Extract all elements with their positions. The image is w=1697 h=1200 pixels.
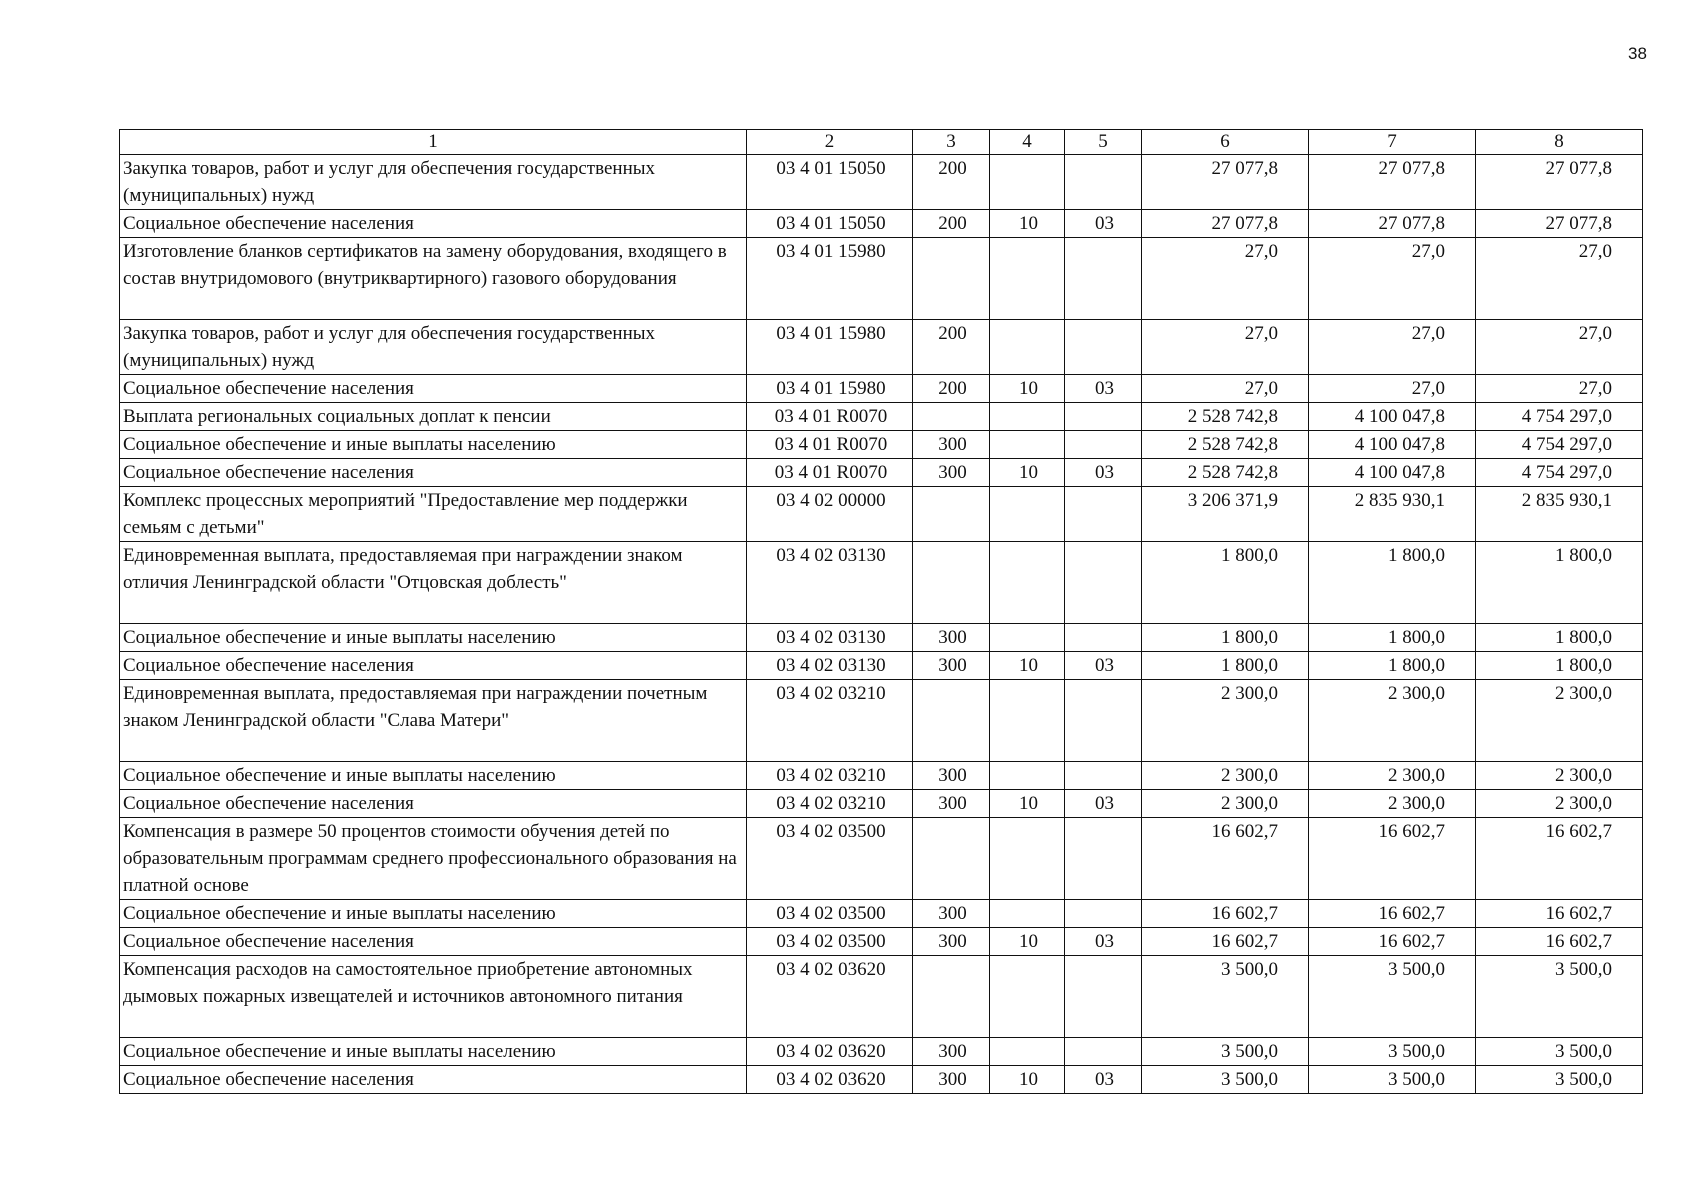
row-amount-col7-cell: 27,0 — [1309, 375, 1476, 403]
table-row — [120, 1066, 1643, 1094]
row-name-cell: Социальное обеспечение и иные выплаты населению — [120, 624, 747, 652]
table-row — [120, 542, 1643, 624]
budget-table — [119, 129, 1643, 1094]
row-amount-col6-cell: 3 206 371,9 — [1142, 487, 1309, 542]
row-amount-col6-cell: 16 602,7 — [1142, 818, 1309, 900]
row-name-cell: Закупка товаров, работ и услуг для обеспечения государственных (муниципальных) нужд — [120, 155, 747, 210]
row-subsection-cell — [1065, 680, 1142, 762]
row-code-cell: 03 4 02 03210 — [747, 790, 913, 818]
row-amount-col6-cell: 2 300,0 — [1142, 790, 1309, 818]
row-subsection-cell: 03 — [1065, 790, 1142, 818]
row-subsection-cell: 03 — [1065, 928, 1142, 956]
row-amount-col6-cell: 1 800,0 — [1142, 624, 1309, 652]
row-name-cell: Компенсация в размере 50 процентов стоимости обучения детей по образовательным программам среднего профессионального образования на платной основе — [120, 818, 747, 900]
row-amount-col7-cell: 3 500,0 — [1309, 1038, 1476, 1066]
row-amount-col7-cell: 27 077,8 — [1309, 155, 1476, 210]
header-cell: 3 — [913, 130, 990, 155]
row-section-cell — [990, 487, 1065, 542]
table-row — [120, 762, 1643, 790]
row-expense-type-cell: 200 — [913, 210, 990, 238]
row-amount-col6-cell: 27,0 — [1142, 375, 1309, 403]
row-code-cell: 03 4 01 R0070 — [747, 431, 913, 459]
row-code-cell: 03 4 02 03620 — [747, 1066, 913, 1094]
row-amount-col8-cell: 27 077,8 — [1476, 155, 1643, 210]
column-number-header — [120, 130, 1643, 155]
row-amount-col6-cell: 16 602,7 — [1142, 900, 1309, 928]
row-name-cell: Социальное обеспечение и иные выплаты населению — [120, 900, 747, 928]
row-amount-col8-cell: 4 754 297,0 — [1476, 459, 1643, 487]
row-amount-col6-cell: 2 528 742,8 — [1142, 459, 1309, 487]
table-row — [120, 320, 1643, 375]
row-amount-col8-cell: 16 602,7 — [1476, 818, 1643, 900]
row-code-cell: 03 4 02 03130 — [747, 624, 913, 652]
row-name-cell: Социальное обеспечение населения — [120, 375, 747, 403]
table-row — [120, 155, 1643, 210]
row-section-cell: 10 — [990, 652, 1065, 680]
row-amount-col6-cell: 2 528 742,8 — [1142, 403, 1309, 431]
row-name-cell: Социальное обеспечение и иные выплаты населению — [120, 1038, 747, 1066]
row-code-cell: 03 4 02 03620 — [747, 1038, 913, 1066]
row-section-cell — [990, 238, 1065, 320]
row-amount-col7-cell: 2 300,0 — [1309, 680, 1476, 762]
row-amount-col8-cell: 1 800,0 — [1476, 624, 1643, 652]
table-row — [120, 210, 1643, 238]
row-amount-col8-cell: 2 300,0 — [1476, 762, 1643, 790]
row-code-cell: 03 4 02 03130 — [747, 652, 913, 680]
row-amount-col7-cell: 1 800,0 — [1309, 542, 1476, 624]
row-section-cell — [990, 431, 1065, 459]
row-subsection-cell: 03 — [1065, 459, 1142, 487]
row-amount-col8-cell: 27,0 — [1476, 375, 1643, 403]
row-code-cell: 03 4 01 15050 — [747, 155, 913, 210]
row-section-cell — [990, 1038, 1065, 1066]
row-code-cell: 03 4 02 03500 — [747, 900, 913, 928]
row-amount-col7-cell: 2 300,0 — [1309, 790, 1476, 818]
table-row — [120, 680, 1643, 762]
row-section-cell — [990, 624, 1065, 652]
row-amount-col7-cell: 4 100 047,8 — [1309, 403, 1476, 431]
row-amount-col6-cell: 16 602,7 — [1142, 928, 1309, 956]
table-row — [120, 1038, 1643, 1066]
row-section-cell — [990, 956, 1065, 1038]
table-row — [120, 375, 1643, 403]
row-code-cell: 03 4 02 03130 — [747, 542, 913, 624]
table-row — [120, 624, 1643, 652]
row-code-cell: 03 4 02 03210 — [747, 762, 913, 790]
row-subsection-cell — [1065, 238, 1142, 320]
row-amount-col8-cell: 27,0 — [1476, 238, 1643, 320]
header-cell: 1 — [120, 130, 747, 155]
row-amount-col7-cell: 4 100 047,8 — [1309, 431, 1476, 459]
table-row — [120, 790, 1643, 818]
row-name-cell: Социальное обеспечение и иные выплаты населению — [120, 431, 747, 459]
row-expense-type-cell: 300 — [913, 431, 990, 459]
row-amount-col6-cell: 2 528 742,8 — [1142, 431, 1309, 459]
page-number: 38 — [1628, 44, 1647, 63]
row-amount-col6-cell: 27,0 — [1142, 238, 1309, 320]
table-row — [120, 956, 1643, 1038]
row-amount-col6-cell: 2 300,0 — [1142, 762, 1309, 790]
row-expense-type-cell — [913, 238, 990, 320]
row-name-cell: Социальное обеспечение населения — [120, 790, 747, 818]
row-name-cell: Изготовление бланков сертификатов на замену оборудования, входящего в состав внутридомового (внутриквартирного) газового оборудования — [120, 238, 747, 320]
row-section-cell: 10 — [990, 459, 1065, 487]
row-section-cell — [990, 680, 1065, 762]
row-name-cell: Социальное обеспечение населения — [120, 210, 747, 238]
table-row — [120, 652, 1643, 680]
row-name-cell: Единовременная выплата, предоставляемая при награждении знаком отличия Ленинградской области "Отцовская доблесть" — [120, 542, 747, 624]
row-expense-type-cell: 200 — [913, 320, 990, 375]
header-cell: 8 — [1476, 130, 1643, 155]
row-expense-type-cell: 300 — [913, 790, 990, 818]
row-subsection-cell: 03 — [1065, 375, 1142, 403]
row-expense-type-cell — [913, 403, 990, 431]
row-section-cell — [990, 155, 1065, 210]
row-amount-col7-cell: 3 500,0 — [1309, 956, 1476, 1038]
row-amount-col7-cell: 1 800,0 — [1309, 652, 1476, 680]
row-amount-col8-cell: 27,0 — [1476, 320, 1643, 375]
row-name-cell: Социальное обеспечение населения — [120, 1066, 747, 1094]
row-amount-col8-cell: 3 500,0 — [1476, 1066, 1643, 1094]
row-subsection-cell — [1065, 320, 1142, 375]
row-expense-type-cell: 300 — [913, 928, 990, 956]
row-section-cell — [990, 320, 1065, 375]
row-expense-type-cell: 300 — [913, 459, 990, 487]
row-name-cell: Компенсация расходов на самостоятельное приобретение автономных дымовых пожарных извещателей и источников автономного питания — [120, 956, 747, 1038]
row-code-cell: 03 4 01 15980 — [747, 375, 913, 403]
row-subsection-cell — [1065, 487, 1142, 542]
table-body — [120, 130, 1643, 1094]
table-row — [120, 900, 1643, 928]
row-amount-col7-cell: 16 602,7 — [1309, 818, 1476, 900]
row-section-cell — [990, 900, 1065, 928]
header-cell: 4 — [990, 130, 1065, 155]
row-amount-col8-cell: 2 300,0 — [1476, 790, 1643, 818]
row-code-cell: 03 4 02 00000 — [747, 487, 913, 542]
row-section-cell: 10 — [990, 375, 1065, 403]
row-section-cell: 10 — [990, 1066, 1065, 1094]
row-code-cell: 03 4 01 15980 — [747, 320, 913, 375]
row-name-cell: Социальное обеспечение населения — [120, 652, 747, 680]
row-amount-col6-cell: 2 300,0 — [1142, 680, 1309, 762]
row-section-cell — [990, 542, 1065, 624]
row-amount-col6-cell: 27,0 — [1142, 320, 1309, 375]
row-amount-col6-cell: 1 800,0 — [1142, 652, 1309, 680]
row-expense-type-cell: 200 — [913, 155, 990, 210]
row-subsection-cell — [1065, 155, 1142, 210]
row-amount-col8-cell: 16 602,7 — [1476, 928, 1643, 956]
row-amount-col8-cell: 2 300,0 — [1476, 680, 1643, 762]
row-subsection-cell — [1065, 403, 1142, 431]
row-amount-col7-cell: 27,0 — [1309, 238, 1476, 320]
row-expense-type-cell: 300 — [913, 624, 990, 652]
row-subsection-cell — [1065, 1038, 1142, 1066]
row-amount-col7-cell: 2 300,0 — [1309, 762, 1476, 790]
row-expense-type-cell — [913, 818, 990, 900]
row-code-cell: 03 4 01 15980 — [747, 238, 913, 320]
row-subsection-cell — [1065, 818, 1142, 900]
row-section-cell: 10 — [990, 790, 1065, 818]
table-row — [120, 487, 1643, 542]
header-cell: 2 — [747, 130, 913, 155]
row-amount-col8-cell: 1 800,0 — [1476, 542, 1643, 624]
row-amount-col6-cell: 1 800,0 — [1142, 542, 1309, 624]
row-expense-type-cell — [913, 680, 990, 762]
row-name-cell: Социальное обеспечение и иные выплаты населению — [120, 762, 747, 790]
table-row — [120, 818, 1643, 900]
row-amount-col8-cell: 2 835 930,1 — [1476, 487, 1643, 542]
row-amount-col7-cell: 3 500,0 — [1309, 1066, 1476, 1094]
row-subsection-cell: 03 — [1065, 652, 1142, 680]
row-amount-col8-cell: 3 500,0 — [1476, 956, 1643, 1038]
row-amount-col8-cell: 4 754 297,0 — [1476, 431, 1643, 459]
row-subsection-cell — [1065, 956, 1142, 1038]
row-amount-col8-cell: 3 500,0 — [1476, 1038, 1643, 1066]
row-amount-col7-cell: 27,0 — [1309, 320, 1476, 375]
row-expense-type-cell: 300 — [913, 652, 990, 680]
row-expense-type-cell: 300 — [913, 1038, 990, 1066]
row-expense-type-cell: 300 — [913, 762, 990, 790]
header-cell: 6 — [1142, 130, 1309, 155]
table-row — [120, 431, 1643, 459]
row-amount-col6-cell: 27 077,8 — [1142, 210, 1309, 238]
row-name-cell: Комплекс процессных мероприятий "Предоставление мер поддержки семьям с детьми" — [120, 487, 747, 542]
row-amount-col8-cell: 1 800,0 — [1476, 652, 1643, 680]
table-row — [120, 403, 1643, 431]
row-amount-col7-cell: 2 835 930,1 — [1309, 487, 1476, 542]
row-name-cell: Социальное обеспечение населения — [120, 459, 747, 487]
row-expense-type-cell: 300 — [913, 1066, 990, 1094]
row-subsection-cell — [1065, 542, 1142, 624]
row-section-cell: 10 — [990, 210, 1065, 238]
row-section-cell — [990, 762, 1065, 790]
row-expense-type-cell: 200 — [913, 375, 990, 403]
table-row — [120, 238, 1643, 320]
row-subsection-cell — [1065, 431, 1142, 459]
row-name-cell: Выплата региональных социальных доплат к пенсии — [120, 403, 747, 431]
row-code-cell: 03 4 02 03210 — [747, 680, 913, 762]
row-amount-col6-cell: 3 500,0 — [1142, 1066, 1309, 1094]
table-row — [120, 459, 1643, 487]
header-cell: 7 — [1309, 130, 1476, 155]
row-name-cell: Закупка товаров, работ и услуг для обеспечения государственных (муниципальных) нужд — [120, 320, 747, 375]
row-section-cell — [990, 403, 1065, 431]
row-expense-type-cell — [913, 487, 990, 542]
row-amount-col8-cell: 4 754 297,0 — [1476, 403, 1643, 431]
row-expense-type-cell — [913, 542, 990, 624]
row-amount-col7-cell: 16 602,7 — [1309, 900, 1476, 928]
row-subsection-cell — [1065, 624, 1142, 652]
row-expense-type-cell: 300 — [913, 900, 990, 928]
row-amount-col6-cell: 3 500,0 — [1142, 1038, 1309, 1066]
row-code-cell: 03 4 02 03620 — [747, 956, 913, 1038]
row-amount-col7-cell: 4 100 047,8 — [1309, 459, 1476, 487]
row-amount-col7-cell: 1 800,0 — [1309, 624, 1476, 652]
row-subsection-cell: 03 — [1065, 1066, 1142, 1094]
header-cell: 5 — [1065, 130, 1142, 155]
row-subsection-cell — [1065, 900, 1142, 928]
row-amount-col7-cell: 16 602,7 — [1309, 928, 1476, 956]
table-row — [120, 928, 1643, 956]
row-amount-col8-cell: 16 602,7 — [1476, 900, 1643, 928]
row-section-cell: 10 — [990, 928, 1065, 956]
row-section-cell — [990, 818, 1065, 900]
row-code-cell: 03 4 01 15050 — [747, 210, 913, 238]
row-amount-col8-cell: 27 077,8 — [1476, 210, 1643, 238]
row-code-cell: 03 4 01 R0070 — [747, 459, 913, 487]
row-expense-type-cell — [913, 956, 990, 1038]
row-name-cell: Единовременная выплата, предоставляемая при награждении почетным знаком Ленинградской области "Слава Матери" — [120, 680, 747, 762]
row-subsection-cell — [1065, 762, 1142, 790]
row-subsection-cell: 03 — [1065, 210, 1142, 238]
row-code-cell: 03 4 01 R0070 — [747, 403, 913, 431]
row-code-cell: 03 4 02 03500 — [747, 818, 913, 900]
row-name-cell: Социальное обеспечение населения — [120, 928, 747, 956]
row-amount-col6-cell: 3 500,0 — [1142, 956, 1309, 1038]
row-amount-col7-cell: 27 077,8 — [1309, 210, 1476, 238]
row-code-cell: 03 4 02 03500 — [747, 928, 913, 956]
row-amount-col6-cell: 27 077,8 — [1142, 155, 1309, 210]
